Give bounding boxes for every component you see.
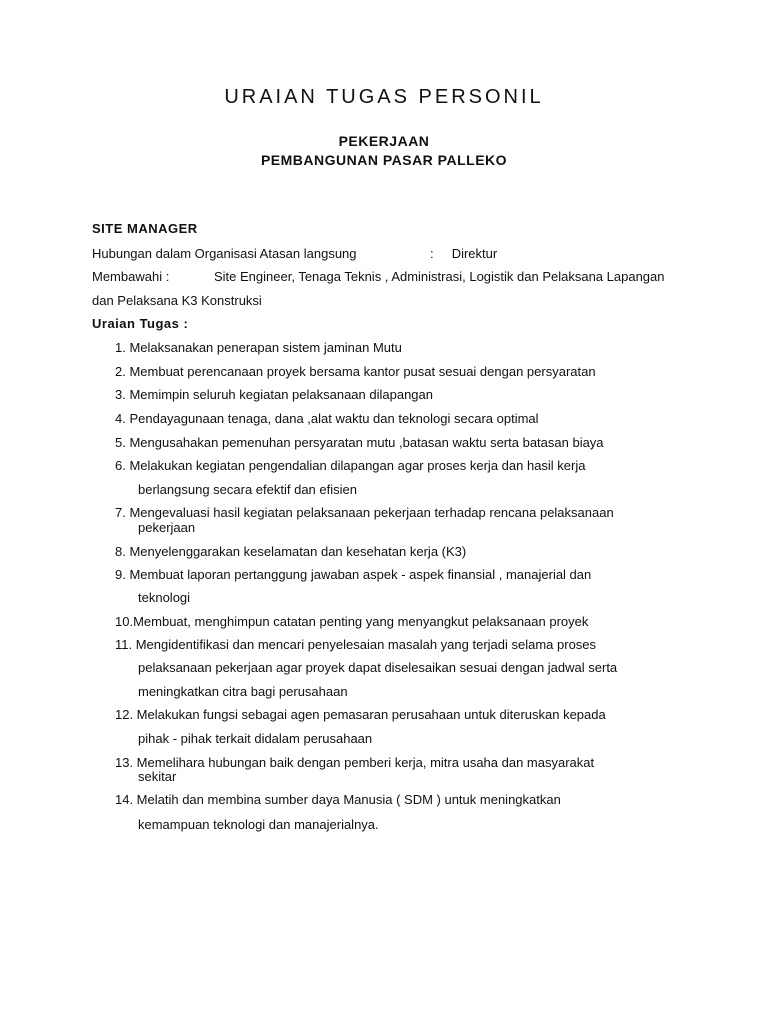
task-item: 2. Membuat perencanaan proyek bersama kantor pusat sesuai dengan persyaratan xyxy=(115,364,596,379)
task-item: 13. Memelihara hubungan baik dengan pemberi kerja, mitra usaha dan masyarakat xyxy=(115,755,595,770)
task-item: 5. Mengusahakan pemenuhan persyaratan mutu ,batasan waktu serta batasan biaya xyxy=(115,435,604,450)
subtitle-project-name: PEMBANGUNAN PASAR PALLEKO xyxy=(260,152,508,168)
hubungan-label: Hubungan dalam Organisasi Atasan langsung xyxy=(92,246,357,261)
task-item: 4. Pendayagunaan tenaga, dana ,alat waktu dan teknologi secara optimal xyxy=(115,411,539,426)
task-item-continuation: meningkatkan citra bagi perusahaan xyxy=(138,684,348,699)
role-title: SITE MANAGER xyxy=(92,221,198,236)
task-item-continuation: pekerjaan xyxy=(138,520,196,535)
hubungan-separator: : xyxy=(430,246,434,261)
task-item: 6. Melakukan kegiatan pengendalian dilapangan agar proses kerja dan hasil kerja xyxy=(115,458,586,473)
membawahi-label: Membawahi : xyxy=(92,269,170,284)
subtitle-pekerjaan: PEKERJAAN xyxy=(338,133,430,149)
task-item-continuation: sekitar xyxy=(138,769,177,784)
task-item: 14. Melatih dan membina sumber daya Manusia ( SDM ) untuk meningkatkan xyxy=(115,792,561,807)
task-item: 8. Menyelenggarakan keselamatan dan kesehatan kerja (K3) xyxy=(115,544,467,559)
task-item-continuation: pelaksanaan pekerjaan agar proyek dapat diselesaikan sesuai dengan jadwal serta xyxy=(138,660,618,675)
task-item: 1. Melaksanakan penerapan sistem jaminan Mutu xyxy=(115,340,402,355)
task-item: 9. Membuat laporan pertanggung jawaban aspek - aspek finansial , manajerial dan xyxy=(115,567,592,582)
hubungan-line xyxy=(92,246,506,261)
membawahi-value: Site Engineer, Tenaga Teknis , Administrasi, Logistik dan Pelaksana Lapangan xyxy=(214,269,665,284)
hubungan-value xyxy=(430,246,497,261)
hubungan-direktur: Direktur xyxy=(451,246,498,261)
task-item-continuation: berlangsung secara efektif dan efisien xyxy=(138,482,357,497)
document-title: URAIAN TUGAS PERSONIL xyxy=(224,86,544,108)
uraian-tugas-label: Uraian Tugas : xyxy=(92,316,189,331)
task-item: 12. Melakukan fungsi sebagai agen pemasaran perusahaan untuk diteruskan kepada xyxy=(115,707,606,722)
membawahi-continuation: dan Pelaksana K3 Konstruksi xyxy=(92,293,262,308)
task-item-continuation: kemampuan teknologi dan manajerialnya. xyxy=(138,817,379,832)
task-item-continuation: pihak - pihak terkait didalam perusahaan xyxy=(138,731,373,746)
membawahi-line xyxy=(92,269,712,284)
task-item-continuation: teknologi xyxy=(138,590,191,605)
task-item: 11. Mengidentifikasi dan mencari penyelesaian masalah yang terjadi selama proses xyxy=(115,637,597,652)
task-item: 10.Membuat, menghimpun catatan penting yang menyangkut pelaksanaan proyek xyxy=(115,614,589,629)
task-item: 7. Mengevaluasi hasil kegiatan pelaksanaan pekerjaan terhadap rencana pelaksanaan xyxy=(115,505,614,520)
task-item: 3. Memimpin seluruh kegiatan pelaksanaan dilapangan xyxy=(115,387,433,402)
